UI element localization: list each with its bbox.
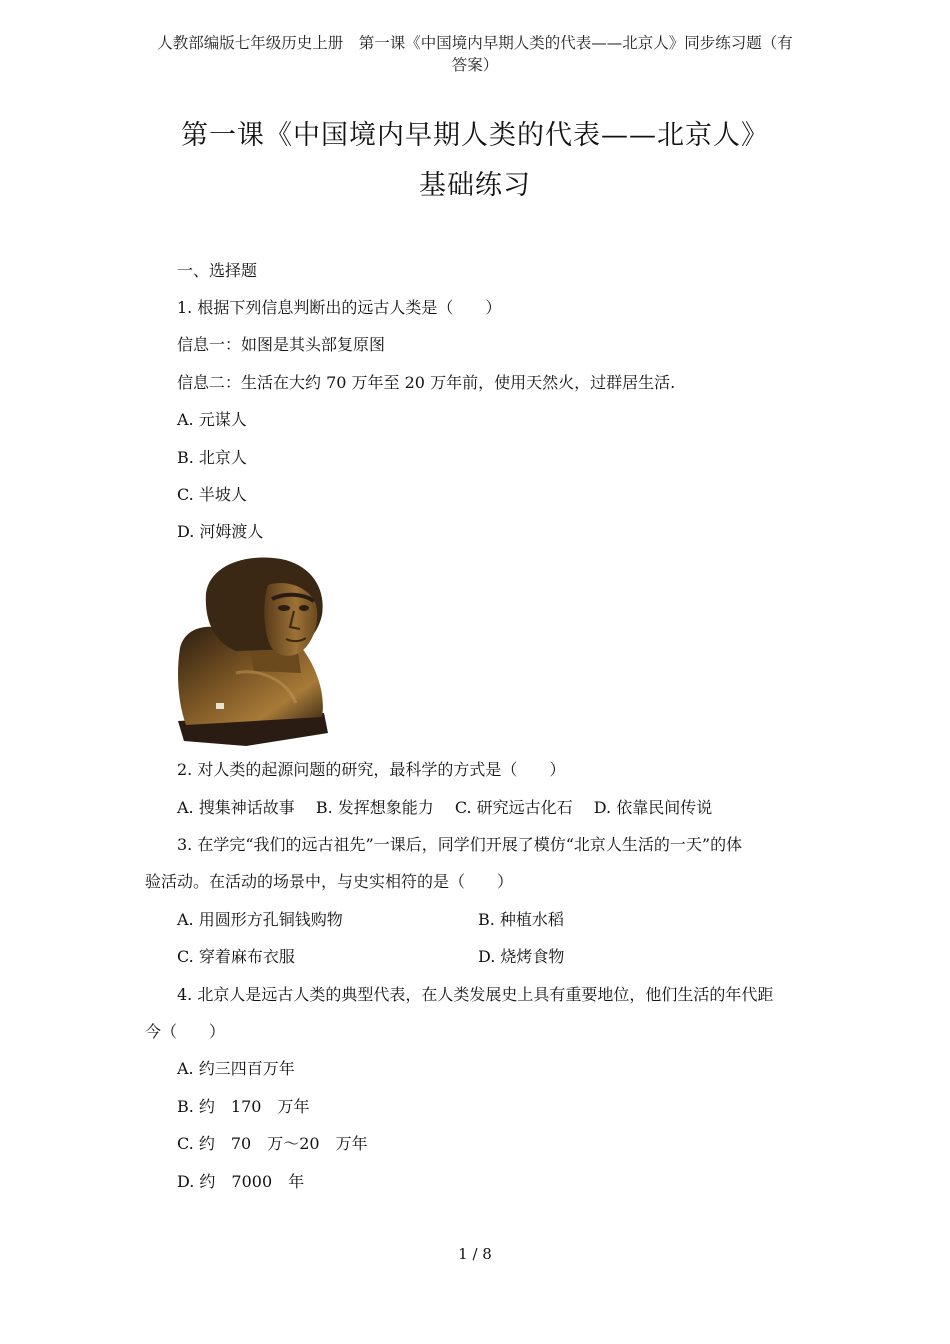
q1-stem: 1. 根据下列信息判断出的远古人类是（ ）	[177, 298, 502, 317]
q2-stem: 2. 对人类的起源问题的研究，最科学的方式是（ ）	[177, 760, 566, 779]
q1-option-d: D. 河姆渡人	[177, 522, 264, 541]
header-line-2: 答案）	[451, 56, 499, 74]
page-header	[120, 32, 830, 76]
q3-stem-line-2: 验活动。在活动的场景中，与史实相符的是（ ）	[145, 872, 514, 891]
q4-option-d: D. 约 7000 年	[177, 1172, 305, 1191]
q3-stem-line-1: 3. 在学完“我们的远古祖先”一课后，同学们开展了模仿“北京人生活的一天”的体	[177, 835, 743, 854]
lesson-title: 第一课《中国境内早期人类的代表——北京人》	[181, 120, 769, 151]
section-heading: 一、选择题	[177, 261, 258, 280]
q1-info-1: 信息一：如图是其头部复原图	[177, 335, 386, 354]
page-number: 1 / 8	[458, 1245, 492, 1263]
q4-stem-line-2: 今（ ）	[145, 1022, 226, 1041]
q1-option-a: A. 元谋人	[177, 410, 247, 429]
q4-stem-line-1: 4. 北京人是远古人类的典型代表，在人类发展史上具有重要地位，他们生活的年代距	[177, 985, 774, 1004]
lesson-subtitle: 基础练习	[419, 170, 531, 201]
q1-info-2: 信息二：生活在大约 70 万年至 20 万年前，使用天然火，过群居生活.	[177, 373, 676, 392]
q4-option-a: A. 约三四百万年	[177, 1059, 295, 1078]
q3-option-c: C. 穿着麻布衣服	[177, 947, 295, 966]
q4-option-c: C. 约 70 万～20 万年	[177, 1134, 368, 1153]
q3-option-d: D. 烧烤食物	[478, 947, 565, 966]
peking-man-bust-image	[176, 553, 331, 748]
q1-option-b: B. 北京人	[177, 448, 247, 467]
q3-option-b: B. 种植水稻	[478, 910, 564, 929]
q4-option-b: B. 约 170 万年	[177, 1097, 310, 1116]
q3-option-a: A. 用圆形方孔铜钱购物	[177, 910, 343, 929]
header-line-1: 人教部编版七年级历史上册 第一课《中国境内早期人类的代表——北京人》同步练习题（有	[157, 34, 793, 52]
q2-options: A. 搜集神话故事 B. 发挥想象能力 C. 研究远古化石 D. 依靠民间传说	[177, 798, 713, 817]
q1-option-c: C. 半坡人	[177, 485, 247, 504]
